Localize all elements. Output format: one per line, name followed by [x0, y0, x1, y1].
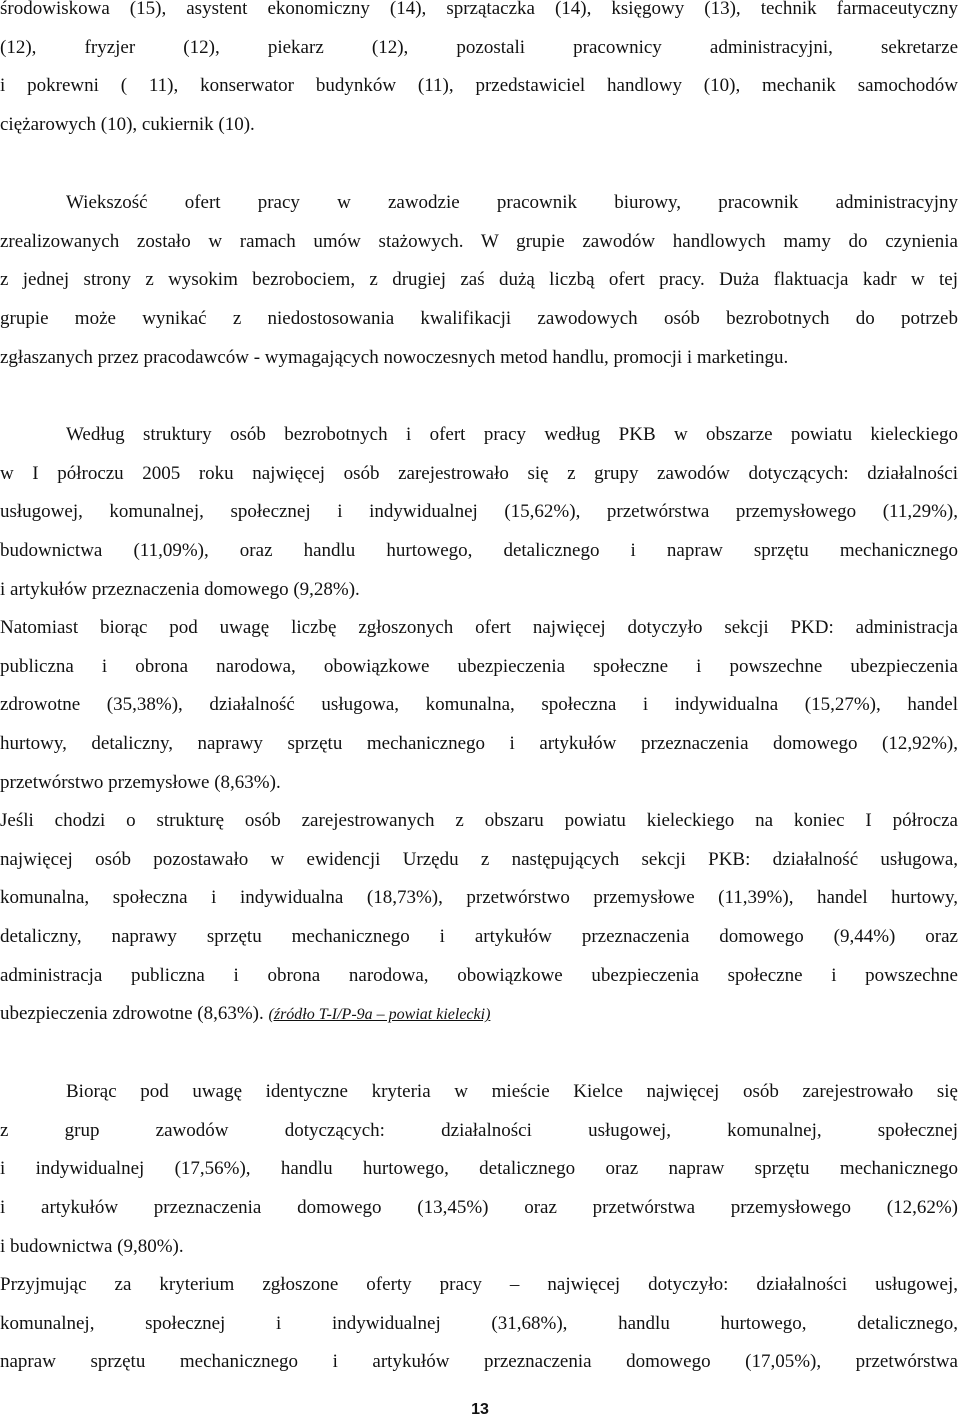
- paragraph-kielce-registered: [0, 1073, 958, 1266]
- text-line: hurtowy, detaliczny, naprawy sprzętu mechanicznego i artykułów przeznaczenia domowego (12,92%),: [0, 733, 958, 755]
- text-line: budownictwa (11,09%), oraz handlu hurtowego, detalicznego i napraw sprzętu mechanicznego: [0, 540, 958, 562]
- text-line: administracja publiczna i obrona narodowa, obowiązkowe ubezpieczenia społeczne i powszechne: [0, 964, 958, 986]
- paragraph-office-offers: [0, 184, 958, 377]
- paragraph-kielce-offers: [0, 1266, 958, 1382]
- paragraph-registered-structure: [0, 802, 958, 1034]
- page-number: 13: [471, 1401, 489, 1418]
- text-line: Biorąc pod uwagę identyczne kryteria w mieście Kielce najwięcej osób zarejestrowało się: [66, 1081, 958, 1102]
- text-line: najwięcej osób pozostawało w ewidencji Urzędu z następujących sekcji PKB: działalność usługowa,: [0, 848, 958, 870]
- text-line: zdrowotne (35,38%), działalność usługowa, komunalna, społeczna i indywidualna (15,27%), handel: [0, 694, 958, 716]
- paragraph-structure-pkb: [0, 416, 958, 609]
- text-line: Wiekszość ofert pracy w zawodzie pracownik biurowy, pracownik administracyjny: [66, 192, 958, 213]
- text-line: i pokrewni ( 11), konserwator budynków (11), przedstawiciel handlowy (10), mechanik samochodów: [0, 75, 958, 97]
- text-line: grupie może wynikać z niedostosowania kwalifikacji zawodowych osób bezrobotnych do potrzeb: [0, 308, 958, 330]
- text-line: Natomiast biorąc pod uwagę liczbę zgłoszonych ofert najwięcej dotyczyło sekcji PKD: administracja: [0, 617, 958, 638]
- source-citation: (źródło T-I/P-9a – powiat kielecki): [268, 1006, 491, 1024]
- text-line: ciężarowych (10), cukiernik (10).: [0, 114, 255, 136]
- text-line: zgłaszanych przez pracodawców - wymagających nowoczesnych metod handlu, promocji i marketingu.: [0, 346, 789, 368]
- text-line: Przyjmując za kryterium zgłoszone oferty pracy – najwięcej dotyczyło: działalności usługowej,: [0, 1274, 958, 1295]
- paragraph-offers-pkd: [0, 609, 958, 802]
- paragraph-occupations: [0, 0, 958, 145]
- text-line: zrealizowanych zostało w ramach umów stażowych. W grupie zawodów handlowych mamy do czynienia: [0, 230, 958, 252]
- text-line: (12), fryzjer (12), piekarz (12), pozostali pracownicy administracyjni, sekretarze: [0, 36, 958, 58]
- text-line: i budownictwa (9,80%).: [0, 1235, 184, 1257]
- text-line-content: ubezpieczenia zdrowotne (8,63%).: [0, 1003, 264, 1025]
- text-line: napraw sprzętu mechanicznego i artykułów przeznaczenia domowego (17,05%), przetwórstwa: [0, 1351, 958, 1373]
- text-line: usługowej, komunalnej, społecznej i indywidualnej (15,62%), przetwórstwa przemysłowego (11,29%),: [0, 501, 958, 523]
- text-line: z jednej strony z wysokim bezrobociem, z drugiej zaś dużą liczbą ofert pracy. Duża flaktuacja kadr w tej: [0, 269, 958, 291]
- text-line: [0, 995, 958, 1034]
- text-line: i artykułów przeznaczenia domowego (13,45%) oraz przetwórstwa przemysłowego (12,62%): [0, 1197, 958, 1219]
- text-line: i indywidualnej (17,56%), handlu hurtowego, detalicznego oraz napraw sprzętu mechanicznego: [0, 1158, 958, 1180]
- text-line: i artykułów przeznaczenia domowego (9,28%).: [0, 578, 360, 600]
- text-line: detaliczny, naprawy sprzętu mechanicznego i artykułów przeznaczenia domowego (9,44%) oraz: [0, 926, 958, 948]
- text-line: przetwórstwo przemysłowe (8,63%).: [0, 771, 281, 793]
- text-line: komunalnej, społecznej i indywidualnej (31,68%), handlu hurtowego, detalicznego,: [0, 1312, 958, 1334]
- text-line: w I półroczu 2005 roku najwięcej osób zarejestrowało się z grupy zawodów dotyczących: działalności: [0, 462, 958, 484]
- text-line: z grup zawodów dotyczących: działalności usługowej, komunalnej, społecznej: [0, 1119, 958, 1141]
- text-line: Jeśli chodzi o strukturę osób zarejestrowanych z obszaru powiatu kieleckiego na koniec I półrocza: [0, 810, 958, 831]
- text-line: komunalna, społeczna i indywidualna (18,73%), przetwórstwo przemysłowe (11,39%), handel hurtowy,: [0, 887, 958, 909]
- text-line: środowiskowa (15), asystent ekonomiczny (14), sprzątaczka (14), księgowy (13), technik farmaceutyczny: [0, 0, 958, 19]
- text-line: publiczna i obrona narodowa, obowiązkowe ubezpieczenia społeczne i powszechne ubezpieczenia: [0, 655, 958, 677]
- text-line: Według struktury osób bezrobotnych i ofert pracy według PKB w obszarze powiatu kieleckiego: [66, 424, 958, 445]
